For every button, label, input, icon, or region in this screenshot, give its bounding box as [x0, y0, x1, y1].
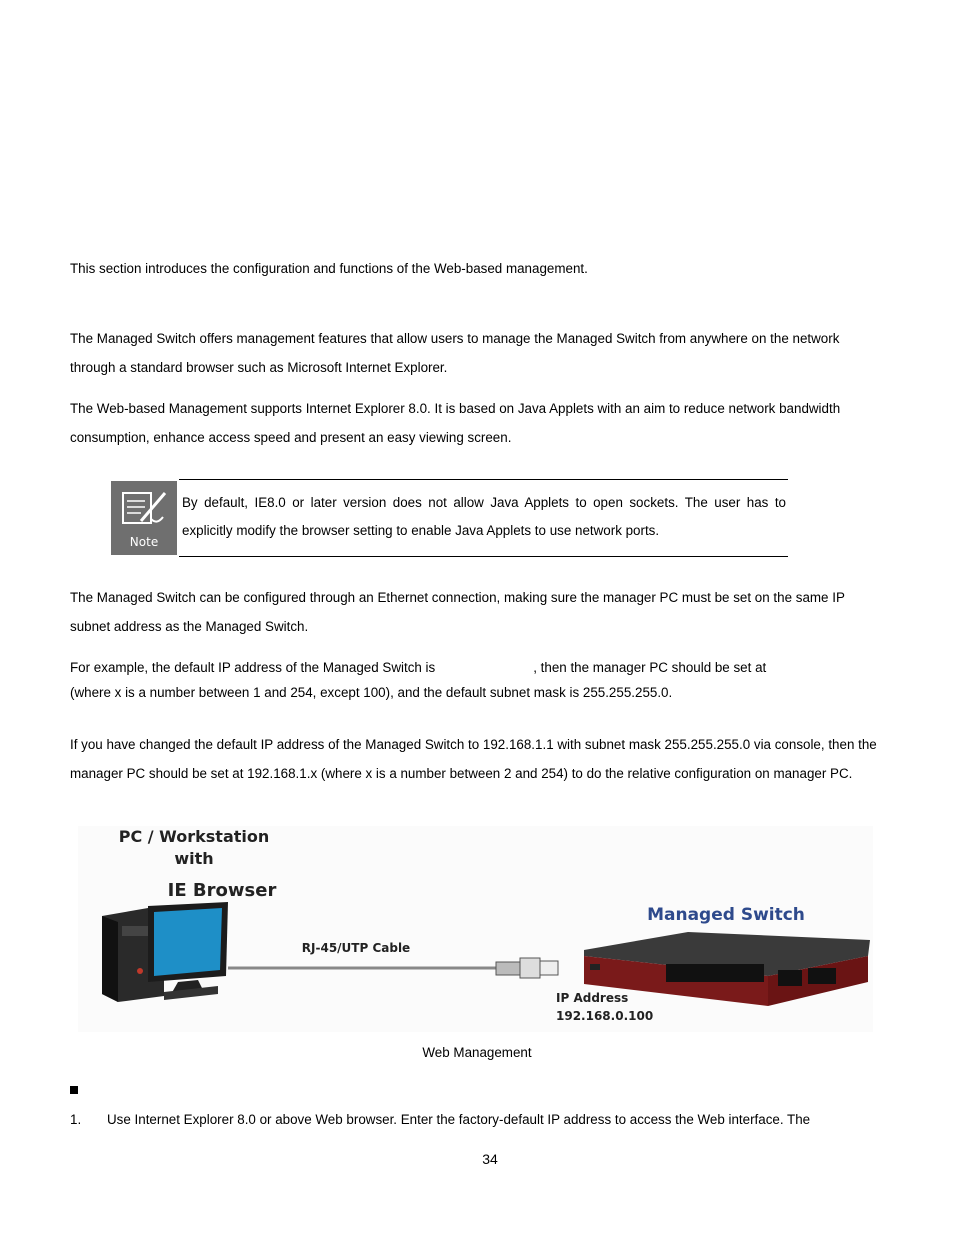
web-management-figure	[78, 826, 873, 1032]
page-number: 34	[482, 1151, 498, 1167]
example-text-2: , then the manager PC should be set at	[533, 660, 767, 675]
list-item-number: 1.	[70, 1112, 82, 1127]
note-icon	[111, 481, 177, 555]
list-item-text: Use Internet Explorer 8.0 or above Web browser. Enter the factory-default IP address to access the Web interface. The	[107, 1112, 811, 1127]
figure-caption: Web Management	[422, 1045, 532, 1060]
overview-paragraph: The Managed Switch offers management features that allow users to manage the Managed Switch from anywhere on the network through a standard browser such as Microsoft Internet Explorer.	[70, 331, 840, 375]
note-box	[111, 479, 788, 557]
pc-label-line2: with	[174, 849, 214, 868]
example-paragraph	[70, 655, 885, 705]
cable-label: RJ-45/UTP Cable	[301, 941, 411, 955]
ethernet-config-paragraph: The Managed Switch can be configured through an Ethernet connection, making sure the manager PC must be set on the same IP subnet address as the Managed Switch.	[70, 590, 845, 634]
note-divider-top	[179, 479, 788, 480]
network-diagram	[78, 826, 873, 1032]
note-icon-label: Note	[129, 535, 159, 549]
example-text-3: (where x is a number between 1 and 254, except 100), and the default subnet mask is 255.255.255.0.	[70, 685, 673, 700]
note-divider-bottom	[179, 556, 788, 557]
pc-label-line3: IE Browser	[167, 880, 277, 901]
intro-paragraph: This section introduces the configuration and functions of the Web-based management.	[70, 261, 588, 276]
example-text-1: For example, the default IP address of the Managed Switch is	[70, 660, 436, 675]
switch-label: Managed Switch	[647, 905, 805, 925]
changed-ip-paragraph: If you have changed the default IP address of the Managed Switch to 192.168.1.1 with subnet mask 255.255.255.0 via console, then the manager PC should be set at 192.168.1.x (where x is a number between 2 and 254) to do the relative configuration on manager PC.	[70, 737, 877, 781]
ip-label: IP Address	[556, 991, 629, 1005]
browser-support-paragraph: The Web-based Management supports Internet Explorer 8.0. It is based on Java Applets with an aim to reduce network bandwidth consumption, enhance access speed and present an easy viewing screen.	[70, 401, 841, 445]
pen-paper-icon	[111, 481, 177, 533]
pc-label-line1: PC / Workstation	[118, 827, 270, 846]
note-text: By default, IE8.0 or later version does not allow Java Applets to open sockets. The user has to explicitly modify the browser setting to enable Java Applets to use network ports.	[182, 495, 786, 538]
ip-value: 192.168.0.100	[556, 1009, 654, 1023]
bullet-square-icon	[70, 1086, 78, 1094]
